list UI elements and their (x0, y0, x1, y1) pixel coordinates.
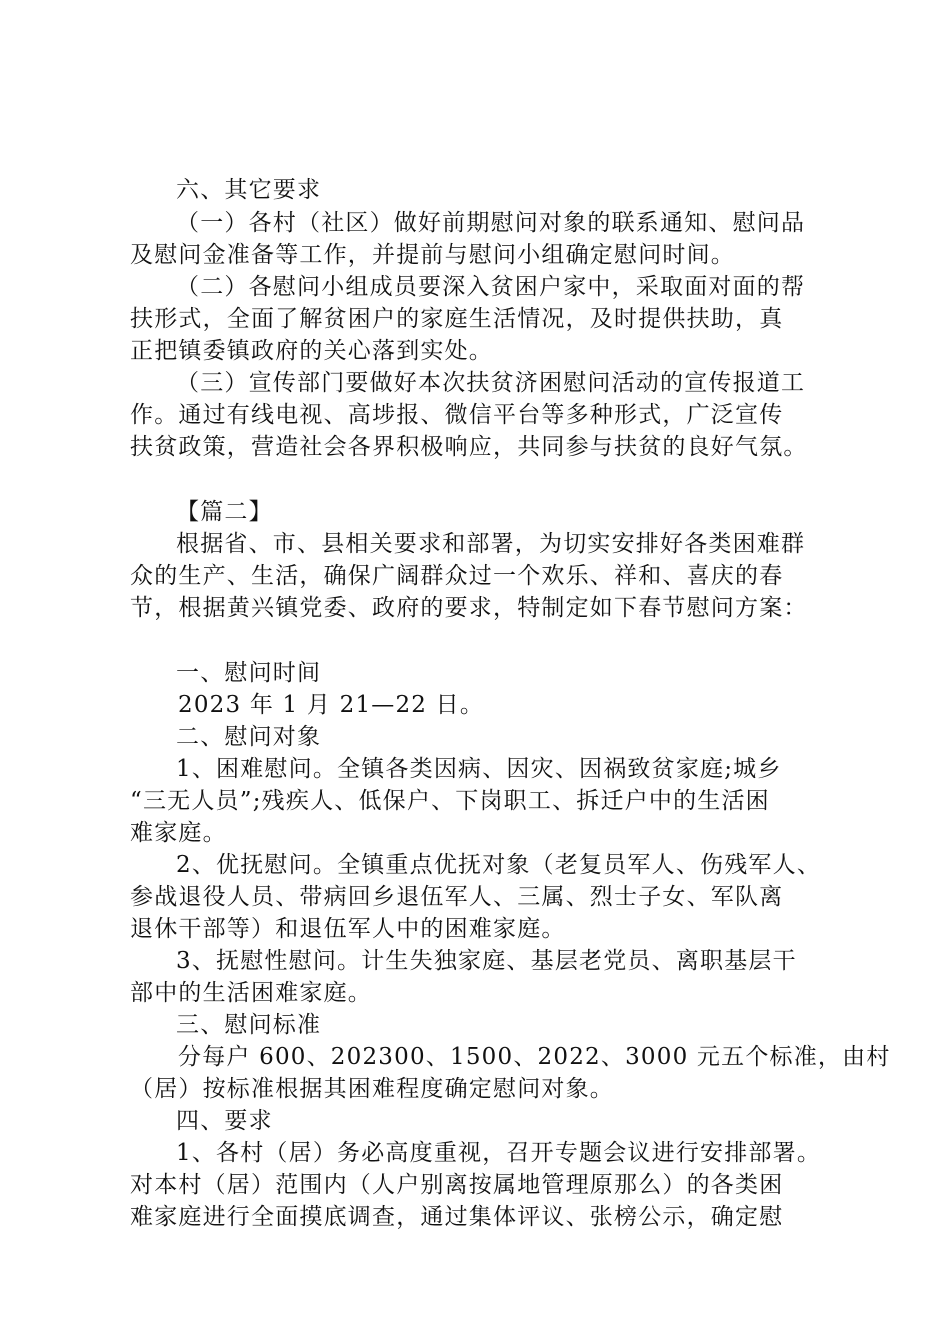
paragraph-line: 难家庭。 (130, 820, 227, 846)
paragraph-line: 2、优抚慰问。全镇重点优抚对象（老复员军人、伤残军人、 (176, 852, 822, 878)
paragraph-line: 正把镇委镇政府的关心落到实处。 (130, 338, 493, 364)
paragraph-line: 根据省、市、县相关要求和部署，为切实安排好各类困难群 (176, 531, 806, 557)
heading-other-requirements: 六、其它要求 (176, 177, 322, 203)
paragraph-line: 难家庭进行全面摸底调查，通过集体评议、张榜公示，确定慰 (130, 1204, 784, 1230)
paragraph-line: （一）各村（社区）做好前期慰问对象的联系通知、慰问品 (176, 210, 806, 236)
paragraph-line: 分每户 600、202300、1500、2022、3000 元五个标准，由村 (178, 1044, 891, 1070)
paragraph-line: 对本村（居）范围内（人户别离按属地管理原那么）的各类困 (130, 1172, 784, 1198)
paragraph-line: （居）按标准根据其困难程度确定慰问对象。 (130, 1076, 614, 1102)
paragraph-line: 部中的生活困难家庭。 (130, 980, 372, 1006)
paragraph-line: 及慰问金准备等工作，并提前与慰问小组确定慰问时间。 (130, 242, 735, 268)
paragraph-line: 节，根据黄兴镇党委、政府的要求，特制定如下春节慰问方案： (130, 595, 808, 621)
paragraph-line: 3、抚慰性慰问。计生失独家庭、基层老党员、离职基层干 (176, 948, 797, 974)
paragraph-line: 1、困难慰问。全镇各类因病、因灾、因祸致贫家庭;城乡 (176, 756, 782, 782)
paragraph-line: 退休干部等）和退伍军人中的困难家庭。 (130, 916, 566, 942)
heading-requirements: 四、要求 (176, 1108, 273, 1134)
paragraph-line: “三无人员”;残疾人、低保户、下岗职工、拆迁户中的生活困 (130, 788, 770, 814)
paragraph-line: 2023 年 1 月 21—22 日。 (178, 692, 485, 718)
paragraph-line: 扶形式，全面了解贫困户的家庭生活情况，及时提供扶助，真 (130, 306, 784, 332)
paragraph-line: （二）各慰问小组成员要深入贫困户家中，采取面对面的帮 (176, 274, 806, 300)
section-heading-part-two: 【篇二】 (176, 499, 273, 525)
paragraph-line: 扶贫政策，营造社会各界积极响应，共同参与扶贫的良好气氛。 (130, 434, 808, 460)
paragraph-line: 作。通过有线电视、高埗报、微信平台等多种形式，广泛宣传 (130, 402, 784, 428)
heading-recipients: 二、慰问对象 (176, 724, 322, 750)
heading-time: 一、慰问时间 (176, 660, 322, 686)
paragraph-line: 参战退役人员、带病回乡退伍军人、三属、烈士子女、军队离 (130, 884, 784, 910)
paragraph-line: 众的生产、生活，确保广阔群众过一个欢乐、祥和、喜庆的春 (130, 563, 784, 589)
paragraph-line: （三）宣传部门要做好本次扶贫济困慰问活动的宣传报道工 (176, 370, 806, 396)
heading-standards: 三、慰问标准 (176, 1012, 322, 1038)
paragraph-line: 1、各村（居）务必高度重视，召开专题会议进行安排部署。 (176, 1140, 822, 1166)
